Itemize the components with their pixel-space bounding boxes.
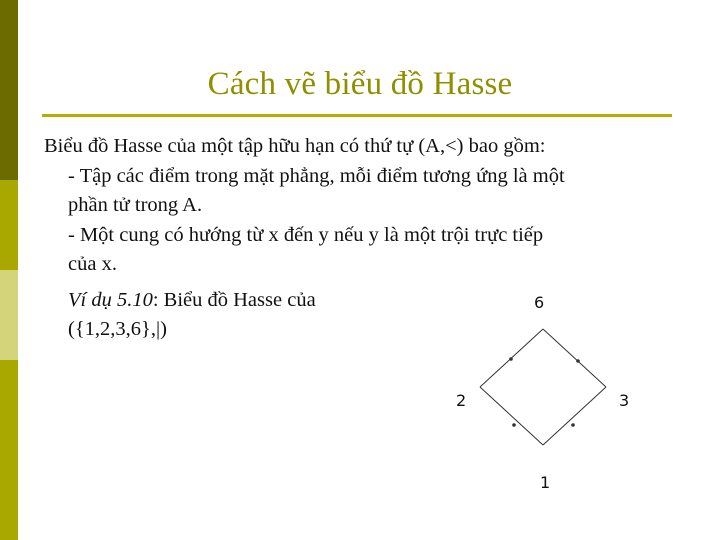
edge-marker — [512, 423, 516, 427]
edge-marker — [576, 359, 580, 363]
accent-segment-bottom — [0, 360, 18, 540]
point1-line2: phần tử trong A. — [68, 194, 203, 216]
point2-line2: của x. — [68, 253, 117, 275]
hasse-diagram — [430, 285, 650, 495]
node-left-label: 2 — [456, 391, 467, 410]
node-bottom-label: 1 — [540, 473, 551, 492]
slide-title: Cách vẽ biểu đồ Hasse — [207, 66, 513, 102]
node-right-label: 3 — [619, 391, 630, 410]
edge-3-6 — [543, 329, 606, 387]
edge-marker — [571, 423, 575, 427]
point2-line1: - Một cung có hướng từ x đến y nếu y là một trội trực tiếp — [68, 223, 544, 246]
title-underline — [42, 114, 672, 117]
edge-marker — [509, 357, 513, 361]
point1-line1: - Tập các điểm trong mặt phẳng, mỗi điểm tương ứng là một — [68, 164, 565, 187]
intro-line: Biểu đồ Hasse của một tập hữu hạn có thứ tự (A,<) bao gồm: — [44, 135, 546, 157]
example-set: ({1,2,3,6},|) — [68, 318, 167, 340]
edge-1-3 — [543, 387, 606, 445]
accent-segment-light — [0, 270, 18, 360]
edge-1-2 — [480, 387, 543, 445]
accent-segment-mid — [0, 180, 18, 270]
example-label: Ví dụ 5.10 — [68, 288, 153, 311]
example-text: : Biểu đồ Hasse của — [152, 288, 316, 311]
node-top-label: 6 — [534, 293, 545, 312]
